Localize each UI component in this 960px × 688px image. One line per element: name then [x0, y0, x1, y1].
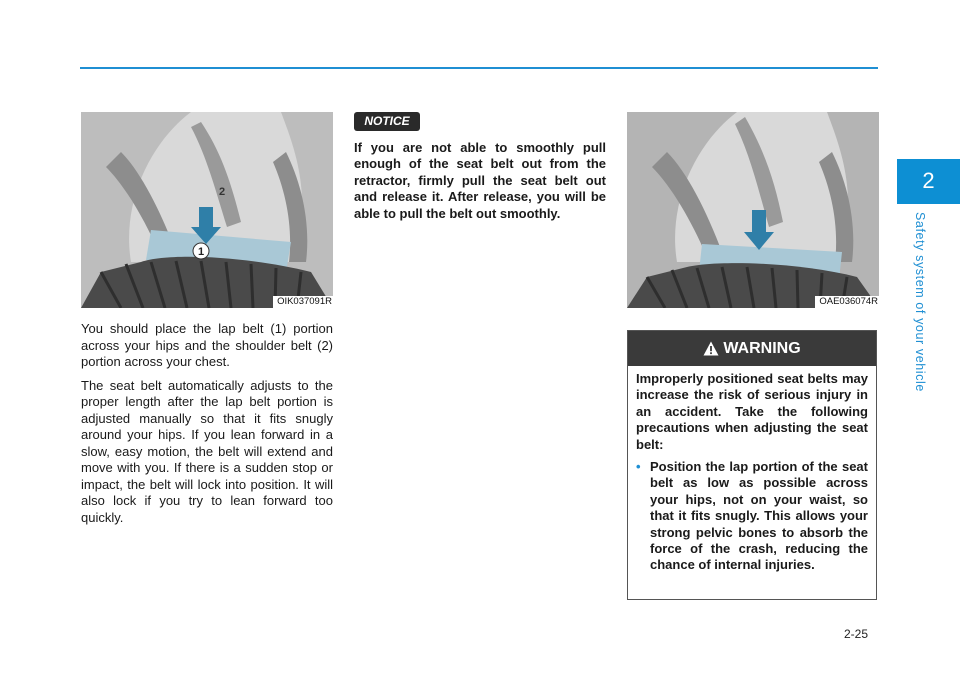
- bullet-icon: •: [636, 459, 641, 475]
- warning-bullet-text: Position the lap portion of the seat belt as low as possible across your hips, not on your waist, so that it fits snugly. This allows your strong pelvic bones to absorb the force of the crash, reducing the chance of internal injuries.: [650, 459, 868, 573]
- arrow-down-icon: [752, 210, 766, 234]
- seat-belt-illustration-1: [81, 112, 333, 308]
- warning-intro: Improperly positioned seat belts may increase the risk of serious injury in an accident. Take the following precautions when adjusting the seat belt:: [636, 371, 868, 452]
- callout-2: 2: [218, 186, 226, 198]
- body-paragraph: The seat belt automatically adjusts to the proper length after the lap belt portion is adjusted manually so that it fits snugly around your hips. If you lean forward in a slow, easy motion, the belt will extend and move with you. If there is a sudden stop or impact, the belt will lock into position. It will also lock if you try to lean forward too quickly.: [81, 377, 333, 525]
- body-text: [81, 321, 333, 533]
- warning-triangle-icon: [703, 341, 719, 356]
- chapter-tab[interactable]: [897, 159, 960, 204]
- warning-box: [627, 330, 877, 600]
- seat-belt-illustration-2: [627, 112, 879, 308]
- warning-header: [628, 331, 876, 366]
- seat-belt-figure-1: [81, 112, 333, 308]
- seat-belt-figure-2: [627, 112, 879, 308]
- warning-list-item: [636, 459, 868, 574]
- notice-text: If you are not able to smoothly pull enough of the seat belt out from the retractor, firmly pull the seat belt out and release it. After release, you will be able to pull the belt out smoothly.: [354, 140, 606, 221]
- arrow-down-icon: [199, 207, 213, 229]
- header-rule: [80, 67, 878, 69]
- figure-code: OAE036074R: [815, 296, 879, 308]
- body-paragraph: You should place the lap belt (1) portion across your hips and the shoulder belt (2) portion across your chest.: [81, 321, 333, 369]
- warning-body: [636, 371, 868, 574]
- warning-list: [636, 459, 868, 574]
- chapter-number: 2: [922, 168, 935, 193]
- page-number: 2-25: [844, 627, 869, 641]
- callout-1: 1: [197, 246, 205, 258]
- figure-code: OIK037091R: [273, 296, 333, 308]
- warning-title: WARNING: [723, 340, 801, 357]
- chapter-title: Safety system of your vehicle: [913, 212, 927, 392]
- notice-badge: NOTICE: [354, 112, 420, 131]
